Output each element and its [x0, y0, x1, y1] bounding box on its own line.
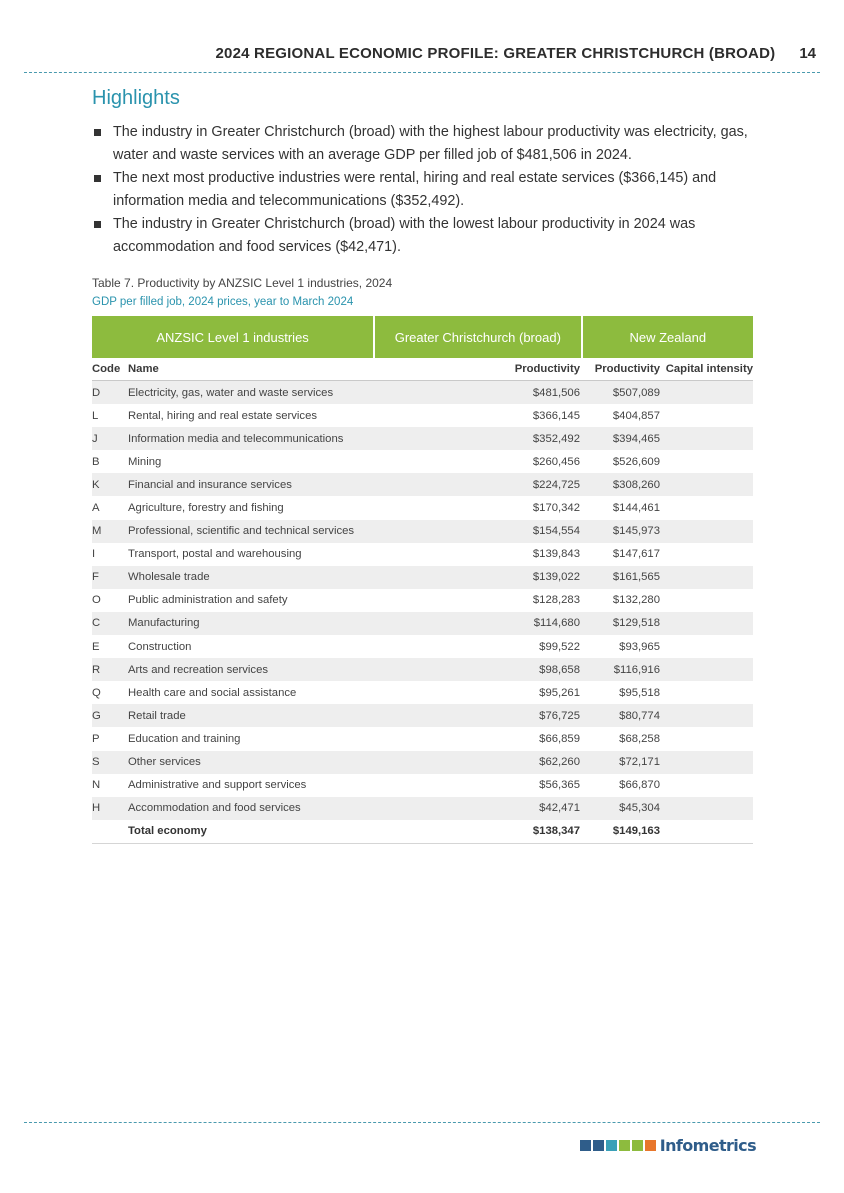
logo-squares-icon — [580, 1140, 656, 1151]
cell-nz-productivity: $144,461 — [580, 496, 660, 519]
cell-name: Electricity, gas, water and waste services — [128, 381, 374, 405]
cell-name: Mining — [128, 450, 374, 473]
table-total-row — [92, 820, 753, 844]
cell-gc-productivity: $98,658 — [374, 658, 580, 681]
cell-nz-productivity: $404,857 — [580, 404, 660, 427]
cell-code: O — [92, 589, 128, 612]
table-caption: Table 7. Productivity by ANZSIC Level 1 industries, 2024 — [92, 276, 393, 290]
cell-code: I — [92, 543, 128, 566]
cell-nz-productivity: $145,973 — [580, 520, 660, 543]
column-header-row — [92, 358, 753, 381]
cell-capital-intensity — [660, 566, 753, 589]
column-header-capital-intensity: Capital intensity — [660, 358, 753, 381]
cell-code: P — [92, 727, 128, 750]
cell-capital-intensity — [660, 543, 753, 566]
cell-nz-productivity: $149,163 — [580, 820, 660, 844]
bullet-square-icon — [94, 221, 101, 228]
cell-code: F — [92, 566, 128, 589]
list-item — [92, 167, 757, 213]
cell-nz-productivity: $132,280 — [580, 589, 660, 612]
cell-name: Total economy — [128, 820, 374, 844]
cell-name: Financial and insurance services — [128, 473, 374, 496]
cell-name: Professional, scientific and technical services — [128, 520, 374, 543]
cell-capital-intensity — [660, 496, 753, 519]
cell-nz-productivity: $68,258 — [580, 727, 660, 750]
cell-gc-productivity: $42,471 — [374, 797, 580, 820]
cell-capital-intensity — [660, 589, 753, 612]
cell-nz-productivity: $116,916 — [580, 658, 660, 681]
cell-name: Administrative and support services — [128, 774, 374, 797]
group-header-greater-christchurch: Greater Christchurch (broad) — [373, 316, 580, 358]
cell-code: J — [92, 427, 128, 450]
bullet-square-icon — [94, 129, 101, 136]
cell-name: Health care and social assistance — [128, 681, 374, 704]
cell-nz-productivity: $394,465 — [580, 427, 660, 450]
table-row — [92, 797, 753, 820]
cell-name: Wholesale trade — [128, 566, 374, 589]
bullet-text: The industry in Greater Christchurch (broad) with the highest labour productivity was electricity, gas, water and waste services with an average GDP per filled job of $481,506 in 2024. — [113, 124, 748, 163]
column-header-name: Name — [128, 358, 374, 381]
table-body — [92, 381, 753, 844]
cell-capital-intensity — [660, 635, 753, 658]
cell-gc-productivity: $138,347 — [374, 820, 580, 844]
logo-square — [606, 1140, 617, 1151]
bullet-text: The next most productive industries were rental, hiring and real estate services ($366,145) and information media and telecommunications ($352,492). — [113, 170, 717, 209]
column-header-gc-productivity: Productivity — [374, 358, 580, 381]
cell-gc-productivity: $114,680 — [374, 612, 580, 635]
cell-gc-productivity: $76,725 — [374, 704, 580, 727]
cell-capital-intensity — [660, 381, 753, 405]
cell-gc-productivity: $56,365 — [374, 774, 580, 797]
table-row — [92, 381, 753, 405]
cell-capital-intensity — [660, 751, 753, 774]
table-row — [92, 704, 753, 727]
cell-name: Education and training — [128, 727, 374, 750]
cell-gc-productivity: $352,492 — [374, 427, 580, 450]
cell-capital-intensity — [660, 797, 753, 820]
cell-capital-intensity — [660, 520, 753, 543]
cell-name: Public administration and safety — [128, 589, 374, 612]
cell-nz-productivity: $93,965 — [580, 635, 660, 658]
cell-name: Accommodation and food services — [128, 797, 374, 820]
header-title: 2024 REGIONAL ECONOMIC PROFILE: GREATER CHRISTCHURCH (BROAD) — [215, 44, 776, 62]
infometrics-logo — [580, 1136, 756, 1155]
cell-gc-productivity: $224,725 — [374, 473, 580, 496]
bullet-square-icon — [94, 175, 101, 182]
cell-capital-intensity — [660, 774, 753, 797]
cell-gc-productivity: $170,342 — [374, 496, 580, 519]
cell-name: Transport, postal and warehousing — [128, 543, 374, 566]
group-header-new-zealand: New Zealand — [581, 316, 753, 358]
cell-gc-productivity: $260,456 — [374, 450, 580, 473]
cell-code: C — [92, 612, 128, 635]
cell-nz-productivity: $95,518 — [580, 681, 660, 704]
highlights-list — [92, 121, 757, 259]
cell-code: R — [92, 658, 128, 681]
cell-code: L — [92, 404, 128, 427]
logo-square — [580, 1140, 591, 1151]
cell-nz-productivity: $45,304 — [580, 797, 660, 820]
cell-capital-intensity — [660, 681, 753, 704]
productivity-table — [92, 316, 753, 844]
cell-code: G — [92, 704, 128, 727]
cell-name: Arts and recreation services — [128, 658, 374, 681]
cell-code: B — [92, 450, 128, 473]
table-row — [92, 566, 753, 589]
table-row — [92, 543, 753, 566]
table-row — [92, 427, 753, 450]
cell-nz-productivity: $72,171 — [580, 751, 660, 774]
table-subcaption: GDP per filled job, 2024 prices, year to March 2024 — [92, 296, 354, 308]
cell-code: D — [92, 381, 128, 405]
cell-code: N — [92, 774, 128, 797]
cell-capital-intensity — [660, 727, 753, 750]
column-header-code: Code — [92, 358, 128, 381]
page-header — [24, 38, 820, 73]
cell-capital-intensity — [660, 450, 753, 473]
group-header-industries: ANZSIC Level 1 industries — [92, 316, 373, 358]
cell-gc-productivity: $139,843 — [374, 543, 580, 566]
cell-name: Construction — [128, 635, 374, 658]
list-item — [92, 213, 757, 259]
cell-capital-intensity — [660, 473, 753, 496]
cell-nz-productivity: $66,870 — [580, 774, 660, 797]
table-row — [92, 589, 753, 612]
bullet-text: The industry in Greater Christchurch (broad) with the lowest labour productivity in 2024 was accommodation and food services ($42,471). — [113, 216, 696, 255]
table-row — [92, 473, 753, 496]
data-table — [92, 358, 753, 844]
logo-square — [593, 1140, 604, 1151]
cell-name: Agriculture, forestry and fishing — [128, 496, 374, 519]
table-row — [92, 635, 753, 658]
table-group-header — [92, 316, 753, 358]
table-row — [92, 612, 753, 635]
cell-code: E — [92, 635, 128, 658]
table-row — [92, 404, 753, 427]
cell-gc-productivity: $62,260 — [374, 751, 580, 774]
cell-name: Information media and telecommunications — [128, 427, 374, 450]
footer-divider — [24, 1122, 820, 1123]
cell-gc-productivity: $99,522 — [374, 635, 580, 658]
cell-name: Other services — [128, 751, 374, 774]
cell-gc-productivity: $66,859 — [374, 727, 580, 750]
table-row — [92, 658, 753, 681]
logo-square — [632, 1140, 643, 1151]
cell-capital-intensity — [660, 704, 753, 727]
cell-code: S — [92, 751, 128, 774]
table-row — [92, 751, 753, 774]
table-row — [92, 520, 753, 543]
cell-name: Retail trade — [128, 704, 374, 727]
table-row — [92, 496, 753, 519]
cell-code: K — [92, 473, 128, 496]
cell-gc-productivity: $128,283 — [374, 589, 580, 612]
cell-nz-productivity: $147,617 — [580, 543, 660, 566]
cell-nz-productivity: $526,609 — [580, 450, 660, 473]
cell-code: H — [92, 797, 128, 820]
table-row — [92, 450, 753, 473]
cell-nz-productivity: $161,565 — [580, 566, 660, 589]
cell-capital-intensity — [660, 404, 753, 427]
cell-code: M — [92, 520, 128, 543]
cell-capital-intensity — [660, 612, 753, 635]
page-number: 14 — [799, 44, 816, 62]
cell-gc-productivity: $481,506 — [374, 381, 580, 405]
cell-gc-productivity: $366,145 — [374, 404, 580, 427]
table-row — [92, 774, 753, 797]
cell-name: Rental, hiring and real estate services — [128, 404, 374, 427]
cell-gc-productivity: $154,554 — [374, 520, 580, 543]
cell-nz-productivity: $308,260 — [580, 473, 660, 496]
cell-gc-productivity: $95,261 — [374, 681, 580, 704]
table-row — [92, 681, 753, 704]
cell-code: Q — [92, 681, 128, 704]
logo-text: Infometrics — [659, 1136, 756, 1155]
cell-code — [92, 820, 128, 844]
cell-code: A — [92, 496, 128, 519]
section-title: Highlights — [92, 87, 180, 109]
list-item — [92, 121, 757, 167]
cell-nz-productivity: $80,774 — [580, 704, 660, 727]
cell-capital-intensity — [660, 658, 753, 681]
column-header-nz-productivity: Productivity — [580, 358, 660, 381]
cell-gc-productivity: $139,022 — [374, 566, 580, 589]
cell-nz-productivity: $507,089 — [580, 381, 660, 405]
cell-name: Manufacturing — [128, 612, 374, 635]
logo-square — [619, 1140, 630, 1151]
table-row — [92, 727, 753, 750]
logo-square — [645, 1140, 656, 1151]
cell-capital-intensity — [660, 820, 753, 844]
cell-nz-productivity: $129,518 — [580, 612, 660, 635]
cell-capital-intensity — [660, 427, 753, 450]
